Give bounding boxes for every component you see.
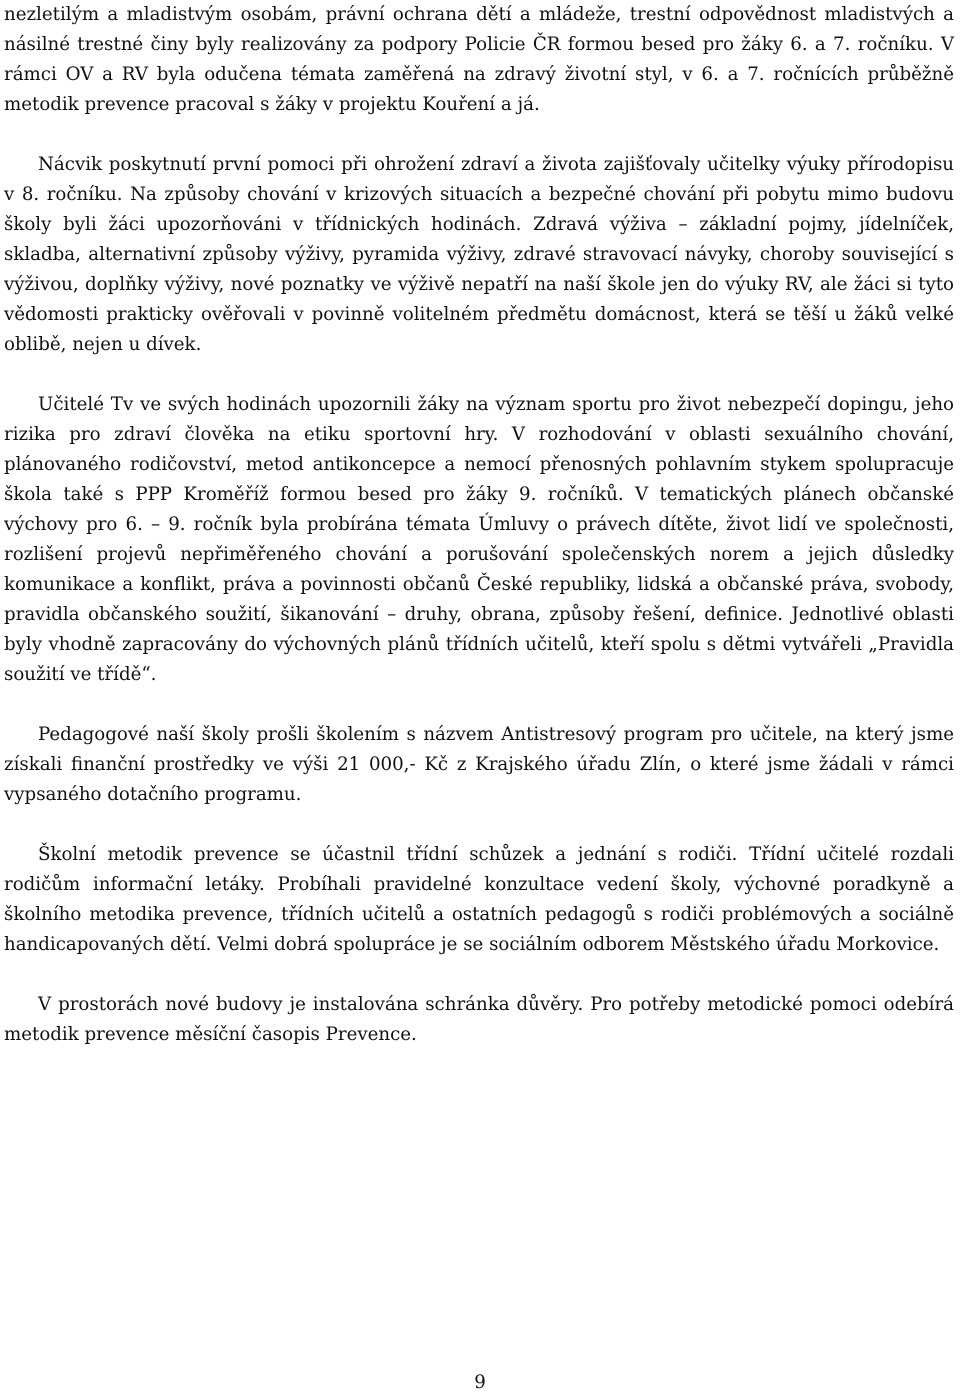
- paragraph-parents: Školní metodik prevence se účastnil třídní schůzek a jednání s rodiči. Třídní učitelé rozdali rodičům informační letáky. Probíhali pravidelné konzultace vedení školy, výchovné poradkyně a školního metodika prevence, třídních učitelů a ostatních pedagogů s rodiči problémových a sociálně handicapovaných dětí. Velmi dobrá spolupráce je se sociálním odborem Městského úřadu Morkovice.: [4, 844, 954, 955]
- paragraph-continued: nezletilým a mladistvým osobám, právní ochrana dětí a mládeže, trestní odpovědnost mladistvých a násilné trestné činy byly realizovány za podpory Policie ČR formou besed pro žáky 6. a 7. ročníku. V rámci OV a RV byla odučena témata zaměřená na zdravý životní styl, v 6. a 7. ročnících průběžně metodik prevence pracoval s žáky v projektu Kouření a já.: [4, 4, 954, 115]
- paragraph-first-aid: Nácvik poskytnutí první pomoci při ohrožení zdraví a života zajišťovaly učitelky výuky přírodopisu v 8. ročníku. Na způsoby chování v krizových situacích a bezpečné chování při pobytu mimo budovu školy byli žáci upozorňováni v třídnických hodinách. Zdravá výživa – základní pojmy, jídelníček, skladba, alternativní způsoby výživy, pyramida výživy, zdravé stravovací návyky, choroby související s výživou, doplňky výživy, nové poznatky ve výživě nepatří na naší škole jen do výuky RV, ale žáci si tyto vědomosti prakticky ověřovali v povinně volitelném předmětu domácnost, která se těší u žáků velké oblibě, nejen u dívek.: [4, 154, 954, 355]
- paragraph-physical-education: Učitelé Tv ve svých hodinách upozornili žáky na význam sportu pro život nebezpečí dopingu, jeho rizika pro zdraví člověka na etiku sportovní hry. V rozhodování v oblasti sexuálního chování, plánovaného rodičovství, metod antikoncepce a nemocí přenosných pohlavním stykem spolupracuje škola také s PPP Kroměříž formou besed pro žáky 9. ročníků. V tematických plánech občanské výchovy pro 6. – 9. ročník byla probírána témata Úmluvy o právech dítěte, život lidí ve společnosti, rozlišení projevů nepřiměřeného chování a porušování společenských norem a jejich důsledky komunikace a konflikt, práva a povinnosti občanů České republiky, lidská a občanské práva, svobody, pravidla občanského soužití, šikanování – druhy, obrana, způsoby řešení, definice. Jednotlivé oblasti byly vhodně zapracovány do výchovných plánů třídních učitelů, kteří spolu s dětmi vytvářeli „Pravidla soužití ve třídě“.: [4, 394, 954, 685]
- paragraph-training: Pedagogové naší školy prošli školením s názvem Antistresový program pro učitele, na který jsme získali finanční prostředky ve výši 21 000,- Kč z Krajského úřadu Zlín, o které jsme žádali v rámci vypsaného dotačního programu.: [4, 724, 954, 805]
- page-number: 9: [474, 1372, 486, 1393]
- paragraph-trust-box: V prostorách nové budovy je instalována schránka důvěry. Pro potřeby metodické pomoci odebírá metodik prevence měsíční časopis Prevence.: [4, 994, 954, 1045]
- body-text: [4, 0, 954, 1080]
